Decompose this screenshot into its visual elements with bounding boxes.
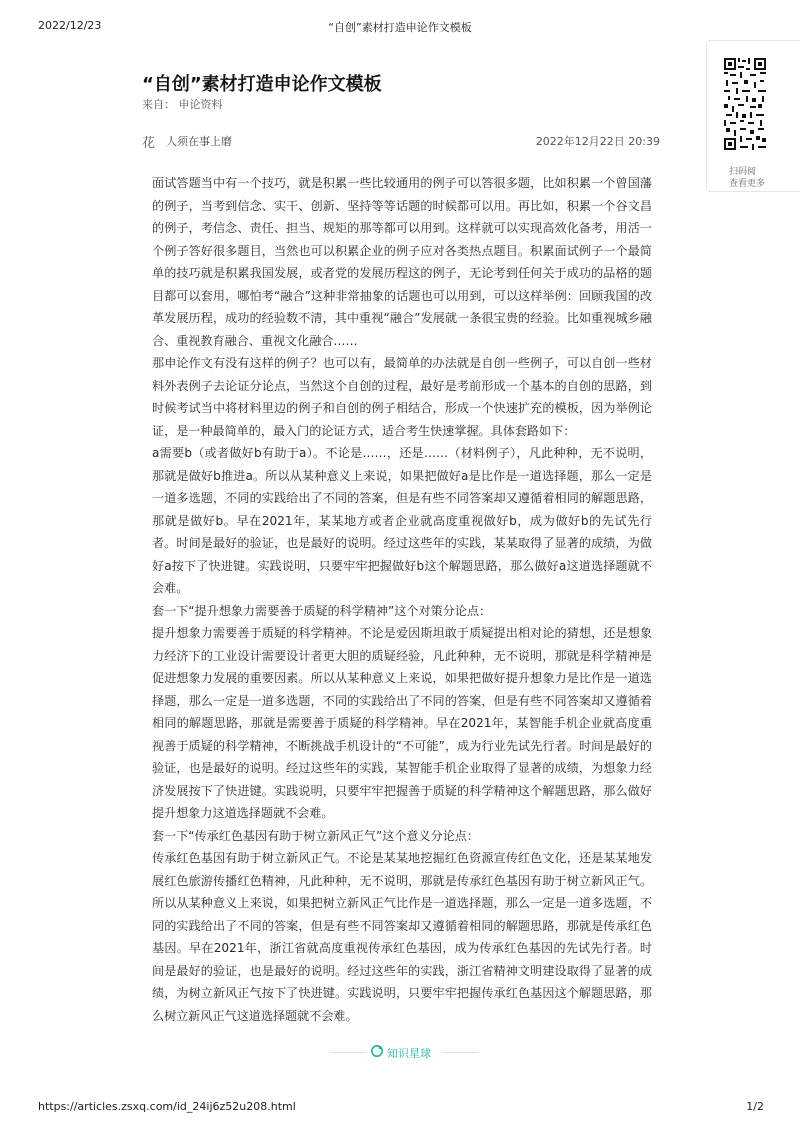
print-date: 2022/12/23 <box>38 19 102 32</box>
paragraph: 面试答题当中有一个技巧，就是积累一些比较通用的例子可以答很多题，比如积累一个曾国藩的例子，当考到信念、实干、创新、坚持等等话题的时候都可以用。再比如，积累一个谷文昌的例子，考信念、责任、担当、规矩的那等都可以用到。这样就可以实现高效化备考，用活一个例子答好很多题目，当然也可以积累企业的例子应对各类热点题目。积累面试例子一个最简单的技巧就是积累我国发展，或者党的发展历程这的例子，无论考到任何关于成功的品格的题目都可以套用，哪怕考“融合”这种非常抽象的话题也可以用到，可以这样举例：回顾我国的改革发展历程，成功的经验数不清，其中重视“融合”发展就一条很宝贵的经验。比如重视城乡融合、重视教育融合、重视文化融合…… <box>152 176 652 348</box>
divider <box>330 1052 366 1053</box>
paragraph: 提升想象力需要善于质疑的科学精神。不论是爱因斯坦敢于质疑提出相对论的猜想，还是想象力经济下的工业设计需要设计者更大胆的质疑经验，凡此种种，无不说明，那就是科学精神是促进想象力发展的重要因素。所以从某种意义上来说，如果把做好提升想象力是比作是一道选择题，那么一定是一道多选题，不同的实践给出了不同的答案，但是有些不同答案却又遵循着相同的解题思路，那就是需要善于质疑的科学精神。早在2021年，某智能手机企业就高度重视善于质疑的科学精神，不断挑战手机设计的“不可能”，成为行业先试先行者。时间是最好的验证，也是最好的说明。经过这些年的实践，某智能手机企业取得了显著的成绩，为想象力经济发展按下了快进键。实践说明，只要牢牢把握善于质疑的科学精神这个解题思路，那么做好提升想象力这道选择题就不会难。 <box>152 626 652 820</box>
article-title: “自创”素材打造申论作文模板 <box>142 74 382 95</box>
qr-caption-line: 扫码阅 <box>729 167 757 177</box>
paragraph: 传承红色基因有助于树立新风正气。不论是某某地挖掘红色资源宣传红色文化，还是某某地发展红色旅游传播红色精神，凡此种种，无不说明，那就是传承红色基因有助于树立新风正气。所以从某种意义上来说，如果把树立新风正气比作是一道选择题，那么一定是一道多选题，不同的实践给出了不同的答案，但是有些不同答案却又遵循着相同的解题思路，那就是传承红色基因。早在2021年，浙江省就高度重视传承红色基因，成为传承红色基因的先试先行者。时间是最好的验证，也是最好的说明。经过这些年的实践，浙江省精神文明建设取得了显著的成绩，为树立新风正气按下了快进键。实践说明，只要牢牢把握传承红色基因这个解题思路，那么树立新风正气这道选择题就不会难。 <box>152 851 652 1023</box>
qr-code-icon[interactable] <box>723 57 767 151</box>
divider <box>442 1052 478 1053</box>
author-name[interactable]: 人须在事上磨 <box>166 135 232 148</box>
paragraph: 套一下“提升想象力需要善于质疑的科学精神”这个对策分论点： <box>152 603 492 618</box>
qr-panel <box>706 40 800 192</box>
qr-caption-line: 查看更多 <box>729 179 766 189</box>
paragraph: 套一下“传承红色基因有助于树立新风正气”这个意义分论点： <box>152 828 479 843</box>
paragraph: a需要b（或者做好b有助于a）。不论是……，还是……（材料例子），凡此种种，无不说明，那就是做好b推进a。所以从某种意义上来说，如果把做好a是比作是一道选择题，那么一定是一道多选题，不同的实践给出了不同的答案，但是有些不同答案却又遵循着相同的解题思路，那就是做好b。早在2021年，某某地方或者企业就高度重视做好b，成为做好b的先试先行者。时间是最好的验证，也是最好的说明。经过这些年的实践，某某取得了显著的成绩，为做好a按下了快进键。实践说明，只要牢牢把握做好b这个解题思路，那么做好a这道选择题就不会难。 <box>152 446 652 595</box>
zsxq-logo-icon <box>370 1044 384 1058</box>
author-avatar[interactable]: 花 <box>142 136 156 151</box>
paragraph: 那申论作文有没有这样的例子？也可以有，最简单的办法就是自创一些例子，可以自创一些材料外表例子去论证分论点，当然这个自创的过程，最好是考前形成一个基本的自创的思路，到时候考试当中将材料里边的例子和自创的例子相结合，形成一个快速扩充的模板，因为举例论证，是一种最简单的，最入门的论证方式，适合考生快速掌握。具体套路如下： <box>152 356 652 438</box>
brand-footer <box>0 1044 800 1060</box>
article-body <box>152 172 652 1027</box>
print-url[interactable]: https://articles.zsxq.com/id_24ij6z52u208.html <box>38 1100 296 1113</box>
author-row <box>142 132 660 150</box>
page-number: 1/2 <box>746 1100 764 1113</box>
brand-name[interactable]: 知识星球 <box>387 1047 431 1060</box>
publish-time: 2022年12月22日 20:39 <box>535 135 660 148</box>
print-header-title: “自创”素材打造申论作文模板 <box>328 21 472 34</box>
source-line[interactable]: 来自： 申论资料 <box>142 98 223 111</box>
qr-caption <box>729 166 800 190</box>
